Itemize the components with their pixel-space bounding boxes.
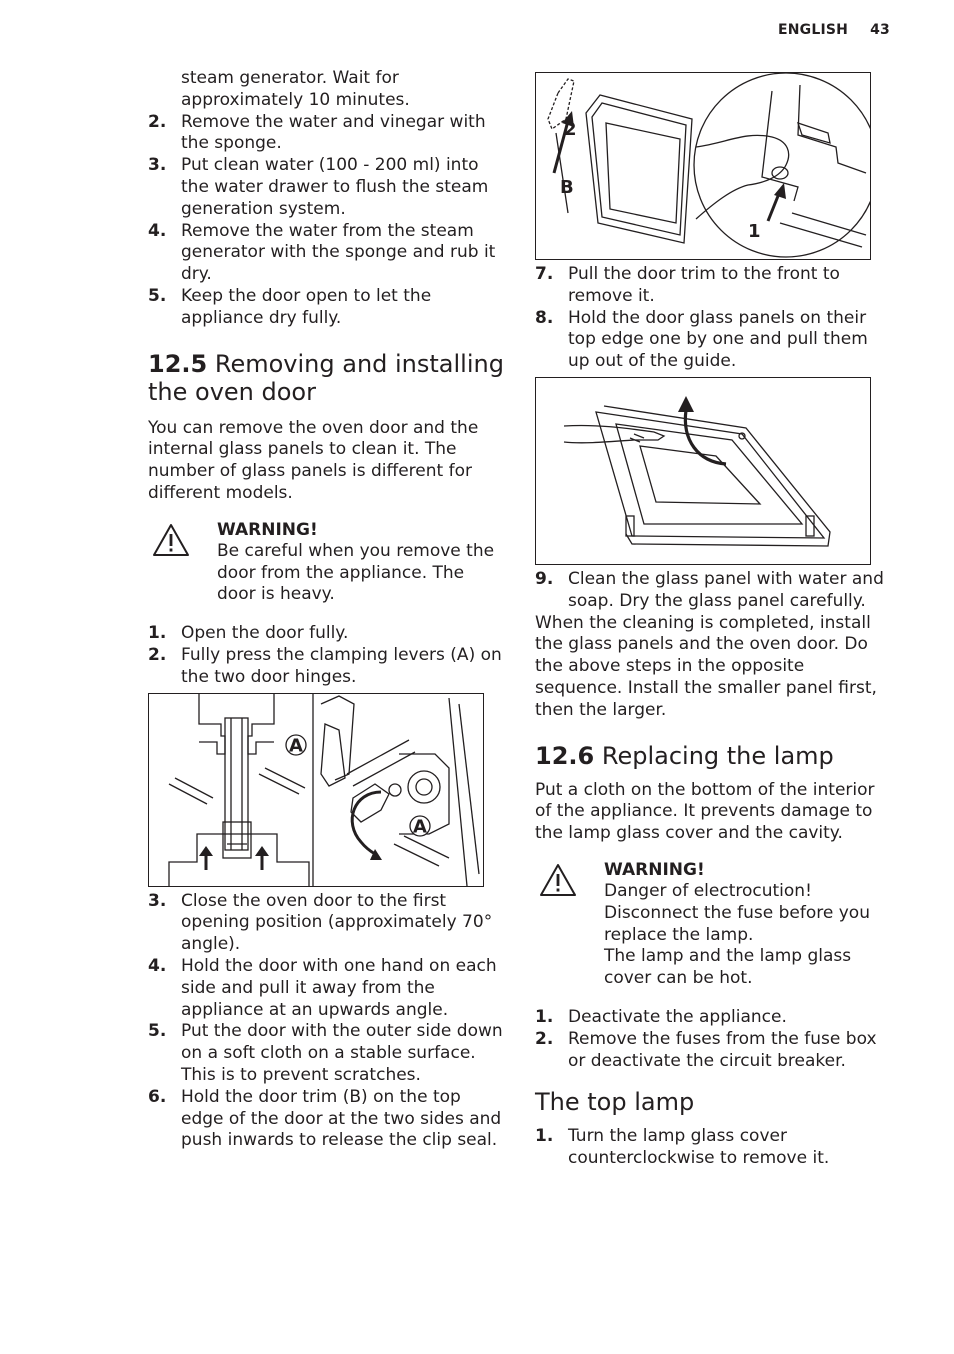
lamp-steps	[535, 1007, 890, 1072]
warning-box	[535, 859, 890, 990]
step-text: Turn the lamp glass cover counterclockwise to remove it.	[568, 1126, 830, 1169]
section-title: Removing and installing the oven door	[148, 349, 504, 406]
section-intro: You can remove the oven door and the internal glass panels to clean it. The number of glass panels is different for different models.	[148, 417, 479, 503]
step-text: Remove the water and vinegar with the sponge.	[181, 111, 486, 154]
list-item	[535, 264, 890, 308]
section-heading-12-6	[535, 742, 890, 770]
warning-text: Be careful when you remove the door from the appliance. The door is heavy.	[217, 540, 495, 605]
step-number: 3.	[148, 890, 167, 911]
warning-box	[148, 519, 508, 606]
list-item	[148, 112, 508, 156]
step-text: Hold the door trim (B) on the top edge of the door at the two sides and push inwards to release the clip seal.	[181, 1086, 502, 1151]
list-item	[148, 623, 508, 645]
step-number: 2.	[148, 111, 167, 132]
right-column	[535, 68, 890, 1170]
left-column	[148, 68, 508, 1152]
list-item	[148, 221, 508, 286]
label-a-hinge: A	[289, 735, 303, 757]
label-1: 1	[748, 221, 761, 242]
section-number: 12.6	[535, 741, 595, 770]
label-b: B	[560, 177, 574, 198]
step-text: Hold the door glass panels on their top edge one by one and pull them up out of the guide.	[568, 307, 868, 372]
cleaning-steps	[148, 112, 508, 330]
glass-panel-figure	[535, 377, 871, 565]
top-lamp-steps	[535, 1126, 890, 1170]
warning-icon	[539, 863, 577, 897]
list-item	[148, 155, 508, 220]
step-number: 2.	[535, 1028, 554, 1049]
step-text: Close the oven door to the first opening position (approximately 70° angle).	[181, 890, 493, 955]
completion-paragraph: When the cleaning is completed, install the glass panels and the oven door. Do the above steps in the opposite sequence. Install the smaller panel first, then the larger.	[535, 612, 877, 720]
list-item	[148, 956, 508, 1021]
step-text: Open the door fully.	[181, 623, 349, 644]
page-header	[778, 22, 890, 38]
step-number: 5.	[148, 285, 167, 306]
step-text: Remove the water from the steam generator with the sponge and rub it dry.	[181, 220, 496, 285]
label-a-lever: A	[413, 816, 427, 838]
step-1-continuation: steam generator. Wait for approximately 10 minutes.	[181, 68, 410, 110]
step-number: 4.	[148, 955, 167, 976]
list-item	[148, 286, 508, 330]
language-label: ENGLISH	[778, 22, 849, 38]
door-glass-steps	[535, 264, 890, 373]
section-heading-12-5	[148, 350, 508, 406]
list-item	[535, 1029, 890, 1073]
list-item	[535, 308, 890, 373]
section-title: Replacing the lamp	[601, 741, 834, 770]
warning-text: Danger of electrocution! Disconnect the fuse before you replace the lamp.	[604, 880, 870, 945]
glass-panel-illustration	[536, 378, 870, 564]
list-item	[148, 645, 508, 689]
page-number: 43	[870, 22, 890, 38]
step-text: Hold the door with one hand on each side and pull it away from the appliance at an upwards angle.	[181, 955, 497, 1020]
step-number: 7.	[535, 264, 554, 284]
subsection-heading-top-lamp: The top lamp	[535, 1088, 695, 1117]
step-text: Remove the fuses from the fuse box or deactivate the circuit breaker.	[568, 1028, 877, 1071]
warning-title: WARNING!	[604, 859, 705, 880]
clean-glass-steps	[535, 569, 890, 613]
section-number: 12.5	[148, 349, 208, 378]
step-number: 8.	[535, 307, 554, 328]
list-item	[148, 891, 508, 956]
step-number: 3.	[148, 155, 167, 176]
step-number: 5.	[148, 1021, 167, 1042]
step-text: Clean the glass panel with water and soap. Dry the glass panel carefully.	[568, 568, 884, 611]
step-number: 4.	[148, 220, 167, 241]
door-trim-illustration	[536, 73, 870, 259]
warning-title: WARNING!	[217, 519, 318, 540]
hinge-illustration	[149, 694, 483, 886]
step-number: 9.	[535, 568, 554, 589]
step-text: Put clean water (100 - 200 ml) into the water drawer to flush the steam generation system.	[181, 155, 489, 219]
step-text: Deactivate the appliance.	[568, 1006, 787, 1027]
step-number: 1.	[535, 1006, 554, 1027]
door-removal-steps-continued	[148, 891, 508, 1153]
step-text: Keep the door open to let the appliance dry fully.	[181, 285, 432, 328]
door-trim-figure	[535, 72, 871, 260]
step-text: Pull the door trim to the front to remove it.	[568, 264, 840, 306]
door-removal-steps	[148, 623, 508, 688]
section-intro: Put a cloth on the bottom of the interior of the appliance. It prevents damage to the lamp glass cover and the cavity.	[535, 779, 875, 844]
list-item	[148, 1087, 508, 1152]
step-text: Fully press the clamping levers (A) on the two door hinges.	[181, 644, 502, 687]
step-number: 6.	[148, 1086, 167, 1107]
step-text: Put the door with the outer side down on a soft cloth on a stable surface. This is to prevent scratches.	[181, 1021, 503, 1085]
list-item	[535, 569, 890, 613]
list-item	[535, 1007, 890, 1029]
step-number: 1.	[148, 623, 167, 644]
list-item	[535, 1126, 890, 1170]
warning-icon	[152, 523, 190, 557]
step-number: 1.	[535, 1126, 554, 1147]
hinge-figure	[148, 693, 484, 887]
list-item	[148, 1021, 508, 1086]
warning-text-hot: The lamp and the lamp glass cover can be hot.	[604, 946, 852, 989]
step-number: 2.	[148, 644, 167, 665]
label-2: 2	[564, 119, 577, 140]
